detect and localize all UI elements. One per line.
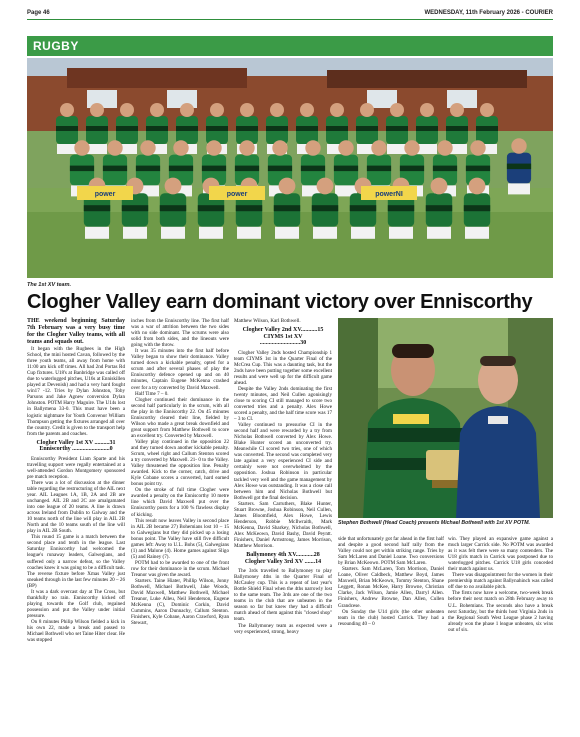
paragraph: It was 35 minutes into the first half before Valley began to show their dominance. Valley turned down a kickable penalty, opted for a scrum and after several phases of play the Enniscorthy defence opened up and on 40 minutes, Captain Eugene McKenna crashed over for a try converted by David Maxwell. xyxy=(131,348,229,391)
page-number: Page 46 xyxy=(27,10,50,16)
sponsor-banner-text: power xyxy=(226,191,248,198)
article-column-4 xyxy=(338,536,444,627)
paragraph: Matthew Wilson, Karl Bothwell. xyxy=(234,318,301,324)
paragraph: There was a lot of discussion at the dinner table regarding the restructuring of the AIL next year. AIL Leagues 1A, 1B, 2A and 2B are unchanged. AIL 2B and 2C are amalgamated into one league of 20 teams. A line is drawn across Ireland from Dublin to Galway and the 10 teams north of the line will play in AIL 2B North and the 10 teams south of the line will play in AIL 2B South. xyxy=(27,479,125,535)
score-line: CIYMS 1st XV xyxy=(263,333,303,340)
paragraph: The Ballymoney team as expected were a very experienced, strong, heavy xyxy=(234,622,332,635)
section-banner xyxy=(27,36,553,56)
paragraph: Clogher continued their dominance in the second half particularly in the scrum, with all the play in the Enniscorthy 22. On 45 minutes Enniscorthy cleared their line, fielded by Wilson who made a great break downfield and great support from Matthew Bothwell to score an excellent try. Converted by Maxwell. xyxy=(131,396,229,439)
score-line: Ballymoney 4th XV............28 xyxy=(246,552,320,559)
paragraph: It was a dark overcast day at The Cross, but thankfully no rain. Enniscorthy kicked off playing towards the Golf club, regained possession and put the Valley under initial pressure. xyxy=(27,588,125,619)
paragraph: POTM had to be awarded to one of the front row for their dominance in the scrum. Michael Treanor was given the award. xyxy=(131,559,229,578)
paragraph: inches from the Enniscorthy line. The first half was a war of attrition between the two sides with no side dominant. The scrums were also solid from both sides, and the lineouts were going with the throw. xyxy=(131,318,229,349)
sponsor-banner-text: powerNI xyxy=(375,191,403,198)
headline: Clogher Valley earn dominant victory over Enniscorthy xyxy=(27,291,533,313)
paragraph: The 3rds travelled to Ballymoney to play Ballymoney 4ths in the Quarter Final of McCauley cup. This is a repeat of last year's Bottle Shield Final when the 4ths narrowly lost to the same team. The 3rds are one of the two teams in the club that are unbeaten in the season so far but knew they had a difficult match ahead of them against this "closed shop" team. xyxy=(234,568,332,623)
paragraph: It began with the Rugbees in the High School, the mini hosted Cavan, followed by the three youth teams, all away from home with 11:00 am kick off times. All had 2nd Portas Rd Cup fixtures. U18's at Banbridge was called off due to waterlogged pitches, U16s at Enniskillen played at Devenish) and had a very hard fought win17 -12. Tries by Dylan Johnston, Toby Parsons and Jake Agnew conversion Dylan Johnston. POTM Harry Maguire. The U14s lost in Ballymena 33-0. This must have been a logistic nightmare for Youth Convenor William Thompson getting the fixtures arranged all over the country. Credit is given to the transport help from the parents and coaches. xyxy=(27,346,125,437)
team-photo xyxy=(27,58,553,278)
score-line: Clogher Valley 2nd XV...........15 xyxy=(242,327,324,334)
score-line: Enniscorthy .........................0 xyxy=(39,446,113,453)
sponsor-banner-text: power xyxy=(94,191,116,198)
player-figure xyxy=(507,138,531,194)
team-photo-caption: The 1st XV team. xyxy=(27,282,72,288)
paragraph: This round 15 game is a match between the second place and tenth in the league. Last Saturday Enniscorthy had welcomed the league's runaway leaders, Galwegians, and suffered only a narrow defeat, so the Valley coaches knew it was going to be a difficult task. The reverse fixture before Xmas Valley just sneaked through in the last few minutes 20 – 26 (BP) xyxy=(27,534,125,589)
paragraph: win. They played an expansive game against a much larger Carrick side. No POTM was awarded as it was felt there were so many contenders. The U18 girls match in Carrick was postponed due to waterlogged pitches. Carrick U18 girls conceded their match against us. xyxy=(448,536,553,573)
paragraph: The firsts now have a welcome, two-week break before their next match on 28th February away to U.L. Bohemians. The seconds also have a break next Saturday, but the thirds host Virginia 2nds in the Regional South West League phase 2 having already won the phase 1 league unbeaten, six wins out of six. xyxy=(448,590,553,633)
paragraph: This result now leaves Valley in second place in AIL 2B became 27) Bohemians lost 10 – 15 to Galwegians but they did picked up a losing bonus point. The Valley have still five difficult games left: Away to U.L. Bohs (5), Galwegians (1) and Malone (4). Home games against Sligo (5) and Rainey (7). xyxy=(131,517,229,560)
article-column-3 xyxy=(234,318,332,635)
paragraph: side that unfortunately got far ahead in the first half and despite a good second half rally from the Valley could not get within striking range. Tries by Sam McLaren and Daniel Loane. Two conversions by Brian McKeown. POTM Sam McLaren. xyxy=(338,536,444,567)
issue-date: WEDNESDAY, 11th February 2026 - COURIER xyxy=(424,10,553,16)
score-line: ...........................30 xyxy=(259,340,307,347)
paragraph: On Sunday the U14 girls (the other unbeaten team in the club) hosted Carrick. They had a resounding 40 – 0 xyxy=(338,608,444,627)
paragraph: Starters. Sam McLaren, Tom Morrison, Daniel Loane, Oliver Caldbeck, Matthew Boyd, James Maxwell, Brian McKeown, Tommy Stenton, Shane Leggett, Ronan McKee, Harry Browne, Christian Clarke, Jack Wilson, Jamie Allen, Darryl Allen. Finishers, Andrew Browne, Dan Allen, Cullen Grandcese. xyxy=(338,566,444,609)
page-header xyxy=(27,8,553,20)
score-line: Clogher Valley 3rd XV .......14 xyxy=(244,558,322,565)
potm-photo-caption: Stephen Bothwell (Head Coach) presents Michael Bothwell with 1st XV POTM. xyxy=(338,520,530,526)
paragraph: Valley continued to pressurise CI in the second half and were rewarded by a try from Nicholas Bothwell converted by Alex Howe. Blake Hunter scored an unconverted try. Meanwhile CI scored two tries, one of which was converted. The second was completed very late against a very experienced CI side and certainly were not overwhelmed by the opposition. Joshua Robinson in particular tackled very well and the game management by Alex Howe was outstanding. It was a close call between him and Nicholas Bothwell but Bothwell got the final decision. xyxy=(234,422,332,501)
paragraph: Valley play continued in the opposition 22 and they turned down another kickable penalty. Scrum, wheel right and Callum Stenton scored a try converted by Maxwell. 21- 0 to the Valley. Valley threatened the opposition line. Penalty awarded. Kick to the corner, catch, drive and Kyle Cobane scores a converted, hard earned bonus point try. xyxy=(131,438,229,488)
article-column-1 xyxy=(27,318,125,643)
section-title: RUGBY xyxy=(33,39,79,53)
score-line: Clogher Valley 1st XV ..........31 xyxy=(36,439,116,446)
paragraph: There was disappointment for the women in their premiership match against Ballynahinch was called off due to no available pitch. xyxy=(448,572,553,591)
paragraph: Clogher Valley 2nds hosted Championship 1 team CIYMS 1st in the Quarter Final of the McCrea Cup. This was a daunting task, but the 2nds have been putting together some excellent results and were well up for the difficult game ahead. xyxy=(234,349,332,386)
paragraph: Half Time 7 – 0. xyxy=(135,390,169,397)
paragraph: Enniscorthy President Liam Sparte and his travelling support were regally entertained at a well-attended Gordon Montgomery sponsored pre match reception. xyxy=(27,455,125,480)
paragraph: On 8 minutes Philip Wilson fielded a kick in his own 22, made a break and passed to Michael Bothwell who set Taine Hiter clear. He was stopped xyxy=(27,618,125,644)
paragraph: Starters. Sam Carruthers, Blake Hunter, Stuart Browne, Joshua Robinson, Neil Cullen, James Bloomfield, Alex Howe, Lewis Henderson, Robbie McIlwraith, Mark McKenna, David Sharkey, Nicholas Bothwell, Alex McKeown, David Bashy, David Peyntt. Finishers, Daniel Armstrong, James Morrison, Matthew Morrison. xyxy=(234,500,332,550)
article-column-2 xyxy=(131,318,229,626)
header-rule xyxy=(27,19,553,20)
paragraph: Despite the Valley 2nds dominating the first twenty minutes, and Neil Cullen agonisingly close to scoring CI still managed to score two converted tries and a penalty. Alex Howe scored a penalty, and the half time score was 17 – 3 to CI. xyxy=(234,385,332,423)
potm-photo xyxy=(338,318,553,518)
article-column-5 xyxy=(448,536,553,633)
paragraph: On the stroke of full time Clogher were awarded a penalty on the Enniscorthy 10 metre line which David Maxwell put over the Enniscorthy posts for a 100 % flawless display of kicking. xyxy=(131,487,229,518)
paragraph: Starters. Taine Hiater, Phillip Wilson, Jonny Bothwell, Michael Bothwell, Jake Woods, David Maxwell, Matthew Bothwell, Michael Treanor, Luke Alleu, Neil Henderson, Eugene McKenna (C), Dominic Corkin, David Cummins, Aaron Dunnachy, Callum Stenton. Finishers, Kyle Cobane, Aaron Crawford, Ryan Stewart, xyxy=(131,578,229,627)
article-lead: THE weekend beginning Saturday 7th February was a very busy time for the Clogher Valley teams, with all teams and squads out. xyxy=(27,318,125,345)
